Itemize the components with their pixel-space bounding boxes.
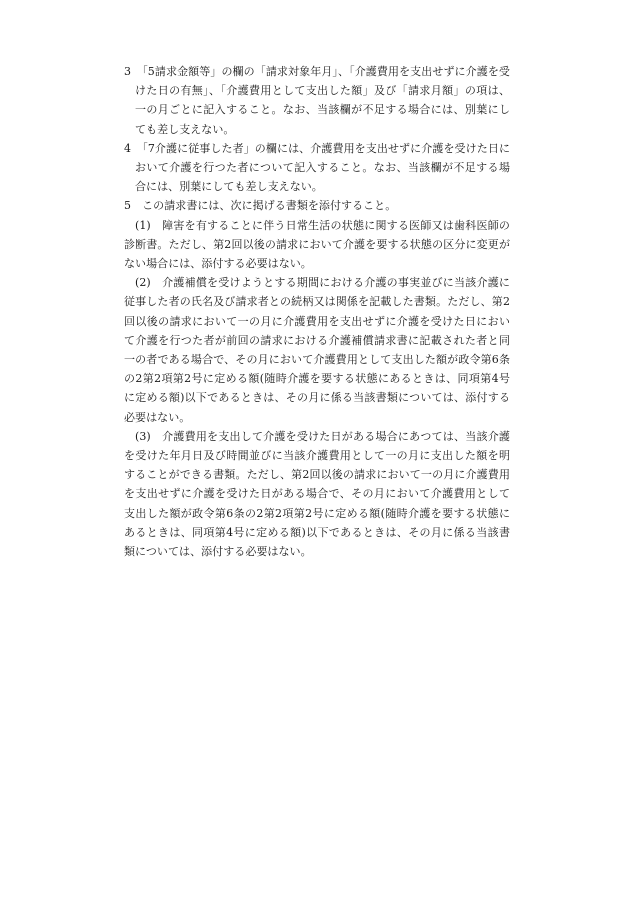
note-5-text: この請求書には、次に掲げる書類を添付すること。 [142, 199, 397, 213]
attachment-item-1-number: (1) [135, 218, 151, 232]
attachment-item-2-text: 介護補償を受けようとする期間における介護の事実並びに当該介護に従事した者の氏名及び請求者との続柄又は関係を記載した書類。ただし、第2回以後の請求において一の月に介護費用を支出せずに介護を受けた日において介護を行つた者が前回の請求における介護補償請求書に記載された者と同一の者である場合で、その月において介護費用として支出した額が政令第6条の2第2項第2号に定める額(随時介護を要する状態にあるときは、同項第4号に定める額)以下であるときは、その月に係る当該書類については、添付する必要はない。 [124, 276, 510, 424]
document-body [124, 62, 510, 561]
attachment-item-3-number: (3) [135, 429, 151, 443]
attachment-item-2 [124, 273, 510, 427]
attachment-item-3-text: 介護費用を支出して介護を受けた日がある場合にあつては、当該介護を受けた年月日及び時間並びに当該介護費用として一の月に支出した額を明することができる書類。ただし、第2回以後の請求において一の月に介護費用を支出せずに介護を受けた日がある場合で、その月において介護費用として支出した額が政令第6条の2第2項第2号に定める額(随時介護を要する状態にあるときは、同項第4号に定める額)以下であるときは、その月に係る当該書類については、添付する必要はない。 [124, 429, 510, 559]
note-5 [124, 196, 510, 215]
attachment-item-1 [124, 216, 510, 274]
attachment-item-1-text: 障害を有することに伴う日常生活の状態に関する医師又は歯科医師の診断書。ただし、第2回以後の請求において介護を要する状態の区分に変更がない場合には、添付する必要はない。 [124, 218, 510, 271]
note-3 [124, 62, 510, 139]
note-5-number: 5 [124, 199, 132, 213]
attachment-item-3 [124, 427, 510, 561]
note-4 [124, 139, 510, 197]
note-3-text: 「5請求金額等」の欄の「請求対象年月」、「介護費用を支出せずに介護を受けた日の有無」、「介護費用として支出した額」及び「請求月額」の項は、一の月ごとに記入すること。なお、当該欄が不足する場合には、別葉にしても差し支えない。 [135, 65, 510, 136]
note-4-number: 4 [124, 141, 132, 155]
note-4-text: 「7介護に従事した者」の欄には、介護費用を支出せずに介護を受けた日において介護を行つた者について記入すること。なお、当該欄が不足する場合には、別葉にしても差し支えない。 [135, 141, 510, 194]
note-3-number: 3 [124, 65, 132, 78]
attachment-item-2-number: (2) [135, 276, 151, 290]
